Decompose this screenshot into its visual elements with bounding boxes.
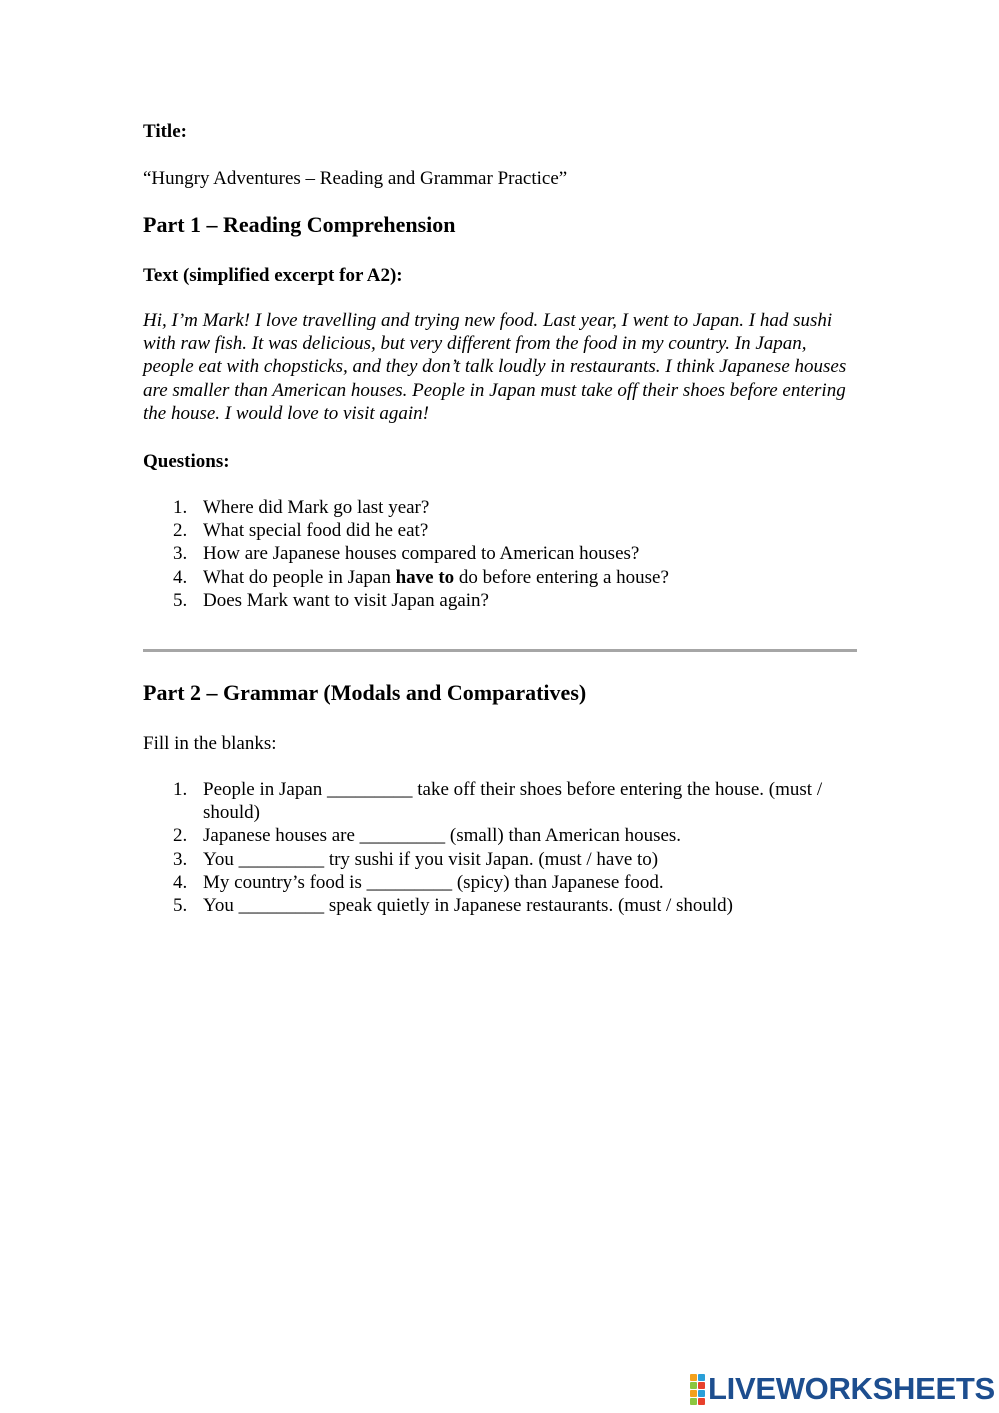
logo-tile	[698, 1390, 705, 1397]
part2-heading: Part 2 – Grammar (Modals and Comparatives)	[143, 680, 587, 705]
section-divider	[143, 649, 857, 652]
question-item	[143, 566, 857, 589]
question-item	[143, 519, 857, 542]
question-number: 1.	[173, 497, 188, 518]
fill-instruction: Fill in the blanks:	[143, 733, 277, 754]
grammar-number: 4.	[173, 871, 188, 893]
logo-tile	[698, 1374, 705, 1381]
logo-tile	[690, 1398, 697, 1405]
logo-tile	[698, 1398, 705, 1405]
question-item	[143, 542, 857, 565]
question-item	[143, 589, 857, 612]
question-text-post: do before entering a house?	[454, 566, 669, 588]
grammar-items-list	[143, 778, 857, 917]
liveworksheets-logo[interactable]	[690, 1373, 995, 1405]
question-text: Where did Mark go last year?	[203, 497, 430, 518]
question-text-bold: have to	[395, 566, 455, 588]
grammar-text: My country’s food is _________ (spicy) than Japanese food.	[203, 871, 664, 893]
questions-list	[143, 496, 857, 612]
grammar-text: People in Japan _________ take off their shoes before entering the house. (must / should)	[203, 779, 823, 824]
question-number: 5.	[173, 589, 188, 611]
grammar-number: 5.	[173, 895, 188, 917]
title-label: Title:	[143, 121, 187, 142]
question-text-pre: What do people in Japan	[203, 566, 396, 588]
grammar-number: 1.	[173, 779, 188, 800]
logo-tile	[690, 1374, 697, 1381]
part1-heading: Part 1 – Reading Comprehension	[143, 212, 456, 237]
question-number: 4.	[173, 566, 188, 588]
logo-tile	[698, 1382, 705, 1389]
question-number: 2.	[173, 520, 188, 542]
question-text: How are Japanese houses compared to American houses?	[203, 543, 640, 565]
grammar-number: 2.	[173, 825, 188, 847]
liveworksheets-logo-icon	[690, 1374, 705, 1405]
text-label: Text (simplified excerpt for A2):	[143, 265, 403, 286]
questions-label: Questions:	[143, 451, 230, 472]
grammar-item	[143, 871, 857, 894]
grammar-item	[143, 824, 857, 847]
worksheet-title: “Hungry Adventures – Reading and Grammar Practice”	[143, 168, 568, 189]
grammar-number: 3.	[173, 848, 188, 870]
question-text: Does Mark want to visit Japan again?	[203, 589, 489, 611]
reading-passage: Hi, I’m Mark! I love travelling and trying new food. Last year, I went to Japan. I had sushi with raw fish. It was delicious, but very different from the food in my country. In Japan, people eat with chopsticks, and they don’t talk loudly in restaurants. I think Japanese houses are smaller than American houses. People in Japan must take off their shoes before entering the house. I would love to visit again!	[143, 310, 847, 424]
grammar-text: You _________ speak quietly in Japanese restaurants. (must / should)	[203, 895, 734, 917]
grammar-text: You _________ try sushi if you visit Japan. (must / have to)	[203, 848, 659, 870]
logo-text: LIVEWORKSHEETS	[708, 1371, 995, 1406]
grammar-item	[143, 848, 857, 871]
question-item	[143, 496, 857, 519]
grammar-item	[143, 778, 857, 824]
question-text: What special food did he eat?	[203, 520, 429, 542]
logo-tile	[690, 1382, 697, 1389]
grammar-text: Japanese houses are _________ (small) than American houses.	[203, 825, 682, 847]
grammar-item	[143, 894, 857, 917]
question-number: 3.	[173, 543, 188, 565]
logo-tile	[690, 1390, 697, 1397]
